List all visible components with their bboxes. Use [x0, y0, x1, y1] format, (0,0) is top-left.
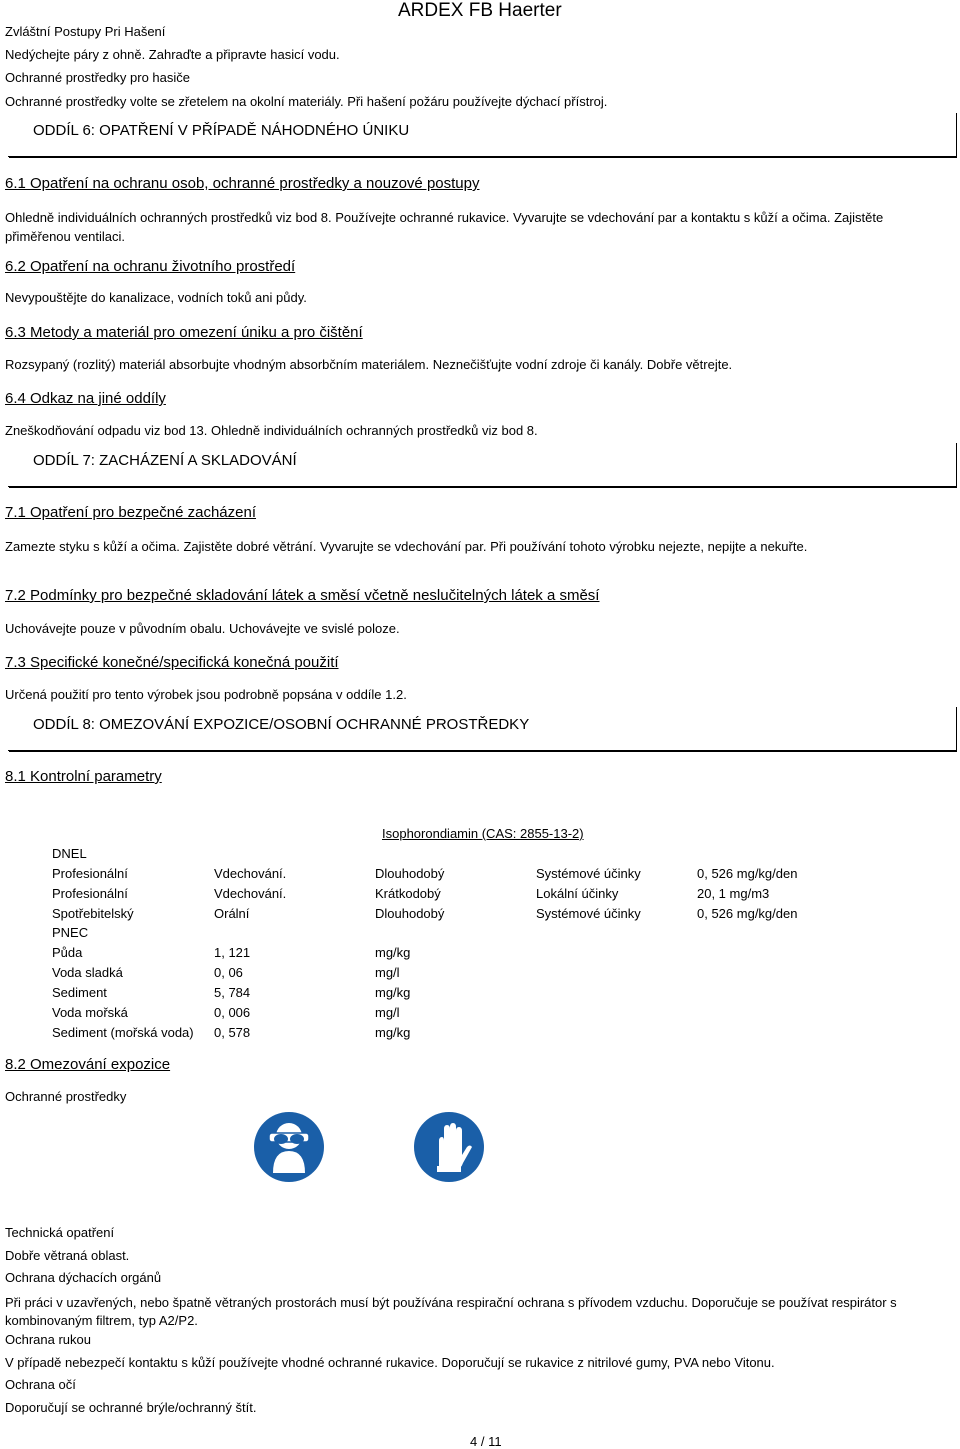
section-6-banner [8, 112, 956, 157]
ppe-eye-text: Doporučují se ochranné brýle/ochranný štít. [5, 1400, 257, 1415]
pnec-cell: 0, 578 [214, 1025, 251, 1040]
heading-6-3: 6.3 Metody a materiál pro omezení úniku a pro čištění [5, 324, 363, 341]
pnec-label: PNEC [52, 925, 89, 940]
pnec-cell: Sediment [52, 985, 107, 1000]
heading-6-1: 6.1 Opatření na ochranu osob, ochranné prostředky a nouzové postupy [5, 175, 480, 192]
header-line: Nedýchejte páry z ohně. Zahraďte a připravte hasicí vodu. [5, 47, 340, 62]
substance-name: Isophorondiamin (CAS: 2855-13-2) [382, 826, 584, 841]
dnel-cell: Vdechování. [214, 886, 287, 901]
dnel-cell: Vdechování. [214, 866, 287, 881]
heading-8-1: 8.1 Kontrolní parametry [5, 768, 162, 785]
ppe-eye-label: Ochrana očí [5, 1377, 76, 1392]
dnel-cell: 0, 526 mg/kg/den [697, 866, 798, 881]
pnec-cell: 5, 784 [214, 985, 251, 1000]
pnec-cell: Voda sladká [52, 965, 123, 980]
heading-6-4: 6.4 Odkaz na jiné oddíly [5, 390, 166, 407]
text-7-2: Uchovávejte pouze v původním obalu. Uchovávejte ve svislé poloze. [5, 621, 400, 636]
dnel-cell: Orální [214, 906, 250, 921]
text-6-2: Nevypouštějte do kanalizace, vodních toků ani půdy. [5, 290, 307, 305]
header-line: Ochranné prostředky volte se zřetelem na okolní materiály. Při hašení požáru používejte dýchací přístroj. [5, 94, 608, 109]
pnec-cell: mg/l [375, 1005, 400, 1020]
dnel-cell: Systémové účinky [536, 906, 641, 921]
pnec-cell: Sediment (mořská voda) [52, 1025, 194, 1040]
dnel-cell: Profesionální [52, 866, 128, 881]
pnec-cell: Voda mořská [52, 1005, 128, 1020]
dnel-cell: Systémové účinky [536, 866, 641, 881]
dnel-cell: Spotřebitelský [52, 906, 134, 921]
ppe-respiratory-text: Při práci v uzavřených, nebo špatně větraných prostorách musí být používána respirační ochrana s přívodem vzduchu. Doporučuje se používat respirátor s kombinovaným filtrem, typ A2/P2. [5, 1295, 897, 1328]
header-line: Zvláštní Postupy Pri Hašení [5, 24, 166, 39]
pnec-cell: 0, 06 [214, 965, 243, 980]
page-number: 4 / 11 [470, 1434, 502, 1449]
hand-protection-icon [413, 1111, 485, 1183]
section-7-banner [8, 442, 956, 487]
pnec-cell: 0, 006 [214, 1005, 251, 1020]
heading-7-3: 7.3 Specifické konečné/specifická konečná použití [5, 654, 339, 671]
section-8-banner [8, 706, 956, 751]
eye-protection-icon [253, 1111, 325, 1183]
dnel-cell: Krátkodobý [375, 886, 441, 901]
dnel-cell: 20, 1 mg/m3 [697, 886, 770, 901]
dnel-cell: Dlouhodobý [375, 906, 445, 921]
heading-8-2: 8.2 Omezování expozice [5, 1056, 171, 1073]
dnel-cell: Lokální účinky [536, 886, 619, 901]
ppe-respiratory-label: Ochrana dýchacích orgánů [5, 1270, 162, 1285]
text-6-3: Rozsypaný (rozlitý) materiál absorbujte vhodným absorbčním materiálem. Neznečišťujte vodní zdroje či kanály. Dobře větrejte. [5, 357, 733, 372]
pnec-cell: mg/kg [375, 945, 411, 960]
ppe-technical-label: Technická opatření [5, 1225, 115, 1240]
section-8-title: ODDÍL 8: OMEZOVÁNÍ EXPOZICE/OSOBNÍ OCHRANNÉ PROSTŘEDKY [33, 716, 530, 733]
product-name: ARDEX FB Haerter [398, 0, 562, 21]
pnec-cell: Půda [52, 945, 83, 960]
heading-7-1: 7.1 Opatření pro bezpečné zacházení [5, 504, 257, 521]
pnec-cell: 1, 121 [214, 945, 251, 960]
ppe-technical-text: Dobře větraná oblast. [5, 1248, 130, 1263]
text-6-4: Zneškodňování odpadu viz bod 13. Ohledně individuálních ochranných prostředků viz bod 8. [5, 423, 538, 438]
pnec-cell: mg/kg [375, 985, 411, 1000]
text-7-3: Určená použití pro tento výrobek jsou podrobně popsána v oddíle 1.2. [5, 687, 407, 702]
heading-7-2: 7.2 Podmínky pro bezpečné skladování látek a směsí včetně neslučitelných látek a směsí [5, 587, 600, 604]
header-line: Ochranné prostředky pro hasiče [5, 70, 190, 85]
ppe-hand-text: V případě nebezpečí kontaktu s kůží používejte vhodné ochranné rukavice. Doporučují se rukavice z nitrilové gumy, PVA nebo Vitonu. [5, 1355, 775, 1370]
section-6-title: ODDÍL 6: OPATŘENÍ V PŘÍPADĚ NÁHODNÉHO ÚNIKU [33, 122, 410, 139]
dnel-cell: 0, 526 mg/kg/den [697, 906, 798, 921]
dnel-label: DNEL [52, 846, 87, 861]
pnec-cell: mg/l [375, 965, 400, 980]
ppe-label: Ochranné prostředky [5, 1089, 127, 1104]
dnel-cell: Dlouhodobý [375, 866, 445, 881]
ppe-hand-label: Ochrana rukou [5, 1332, 91, 1347]
dnel-cell: Profesionální [52, 886, 128, 901]
section-7-title: ODDÍL 7: ZACHÁZENÍ A SKLADOVÁNÍ [33, 452, 297, 469]
heading-6-2: 6.2 Opatření na ochranu životního prostředí [5, 258, 296, 275]
text-6-1: Ohledně individuálních ochranných prostředků viz bod 8. Používejte ochranné rukavice. Vyvarujte se vdechování par a kontaktu s kůží a očima. Zajistěte přiměřenou ventilaci. [5, 210, 884, 244]
text-7-1: Zamezte styku s kůží a očima. Zajistěte dobré větrání. Vyvarujte se vdechování par. Při používání tohoto výrobku nejezte, nepijte a nekuřte. [5, 539, 808, 554]
pnec-cell: mg/kg [375, 1025, 411, 1040]
